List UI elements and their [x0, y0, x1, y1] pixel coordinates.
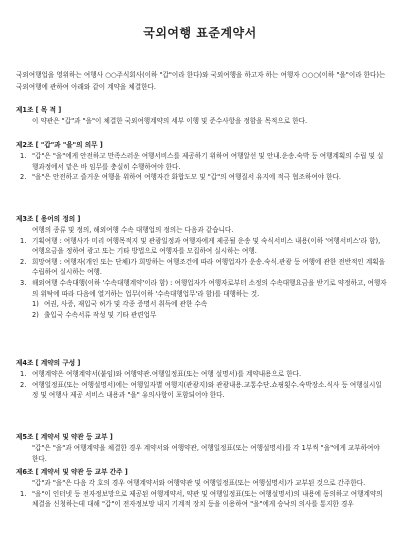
item-number: 1.	[20, 370, 27, 378]
item-text: 여행일정표(또는 여행설명서)에는 여행일자별 여행지(관광지)와 관광내용.교통수단.쇼핑횟수.숙박장소.식사 등 여행실시일정 및 여행사 제공 서비스 내용과 "을" 유의사항이 포함되어야 한다.	[32, 380, 382, 400]
item-text: "갑"은 "을"에게 안전하고 만족스러운 여행서비스를 제공하기 위하여 여행알선 및 안내.운송.숙박 등 여행계획의 수립 및 실행과정에서 맡은 바 임무를 충실히 수행하여야 한다.	[32, 152, 384, 171]
item-number: 3.	[20, 278, 27, 287]
article-6-title: 제6조 [ 계약서 및 약관 등 교부 간주 ]	[16, 468, 128, 476]
article-4-item-2	[16, 380, 388, 401]
article-3-item-1	[16, 236, 388, 257]
article-3	[16, 214, 388, 320]
article-5-title: 제5조 [ 계약서 및 약관 등 교부 ]	[16, 433, 113, 441]
article-2	[16, 140, 388, 183]
item-number: 2.	[20, 257, 27, 266]
item-text: 해외여행 수속대행(이하 '수속대행계약'이라 함) : 여행업자가 여행자로부터 소정의 수속대행요금을 받기로 약정하고, 여행자의 위탁에 따라 다음에 열거하는 업무(이하 '수속대행업무'라 함)를 대행하는 것.	[32, 278, 387, 298]
article-1-body: 이 약관은 "갑"과 "을"이 체결한 국외여행계약의 세부 이행 및 준수사항을 정함을 목적으로 한다.	[32, 117, 308, 125]
item-text: "을"이 인터넷 등 전자정보망으로 제공된 여행계약서, 약관 및 여행일정표(또는 여행설명서)의 내용에 동의하고 여행계약의 체결을 신청하는데 대해 "갑"이 전자정보망 내지 기계적 장치 등을 이용하여 "을"에게 승낙의 의사를 통지한 경우	[32, 489, 383, 509]
article-5-body: "갑"은 "을"과 여행계약을 체결한 경우 계약서와 여행약관, 여행일정표(또는 여행설명서)를 각 1부씩 "을"에게 교부하여야 한다.	[32, 444, 380, 463]
article-4	[16, 358, 388, 401]
item-number: 1.	[20, 489, 27, 498]
article-3-subitem-2	[16, 310, 388, 321]
item-number: 2.	[20, 173, 27, 182]
article-1-title: 제1조 [ 목 적 ]	[16, 106, 62, 114]
item-text: 출입국 수속서류 작성 및 기타 관련업무	[44, 310, 157, 319]
item-number: 2)	[32, 310, 39, 319]
article-6-item-1	[16, 489, 388, 510]
article-6-body: "갑"과 "을"은 다음 각 호의 경우 여행계약서와 여행약관 및 여행일정표(또는 여행설명서)가 교부된 것으로 간주한다.	[32, 479, 366, 487]
intro-paragraph: 국외여행업을 영위하는 여행사 ○○주식회사(이하 "갑"이라 한다)와 국외여행을 하고자 하는 여행자 ○○○(이하 "을"이라 한다)는 국외여행에 관하여 아래와 같이 계약을 체결한다.	[16, 71, 386, 91]
document-title: 국외여행 표준계약서	[143, 26, 257, 40]
article-3-subitem-1	[16, 299, 388, 310]
article-3-item-2	[16, 257, 388, 278]
article-3-title: 제3조 [ 용어의 정의 ]	[16, 215, 81, 223]
item-text: 여권, 사증, 재입국 허가 및 각종 증명서 취득에 관한 수속	[44, 300, 208, 309]
article-4-title: 제4조 [ 계약의 구성 ]	[16, 359, 81, 367]
article-5	[16, 432, 388, 464]
article-2-title: 제2조 [ "갑"과 "을"의 의무 ]	[16, 141, 103, 149]
item-number: 1.	[20, 152, 27, 160]
article-2-item-2	[16, 172, 388, 183]
article-4-item-1	[16, 369, 388, 380]
article-1	[16, 105, 388, 127]
article-6	[16, 467, 388, 510]
item-text: 희망여행 : 여행자(개인 또는 단체)가 희망하는 여행조건에 따라 여행업자가 운송.숙식.관광 등 여행에 관한 전반적인 계획을 수립하여 실시하는 여행.	[32, 257, 386, 277]
item-number: 2.	[20, 380, 27, 389]
article-3-body: 여행의 종류 및 정의, 해외여행 수속 대행업의 정의는 다음과 같습니다.	[32, 226, 234, 234]
article-2-item-1	[16, 151, 388, 172]
item-text: 여행계약은 여행계약서(붙임)와 여행약관.여행일정표(또는 여행 설명서)를 계약내용으로 한다.	[32, 370, 302, 378]
item-number: 1)	[32, 300, 39, 309]
item-text: 기획여행 : 여행사가 미리 여행목적지 및 관광일정과 여행자에게 제공될 운송 및 숙식서비스 내용(이하 '여행서비스'라 함), 여행요금을 정하여 광고 또는 기타 방법으로 여행자를 모집하여 실시하는 여행.	[32, 236, 381, 256]
article-3-item-3	[16, 278, 388, 299]
item-text: "을"은 안전하고 즐거운 여행을 위하여 여행자간 화합도모 및 "갑"의 여행질서 유지에 적극 협조하여야 한다.	[32, 173, 341, 182]
item-number: 1.	[20, 236, 27, 245]
